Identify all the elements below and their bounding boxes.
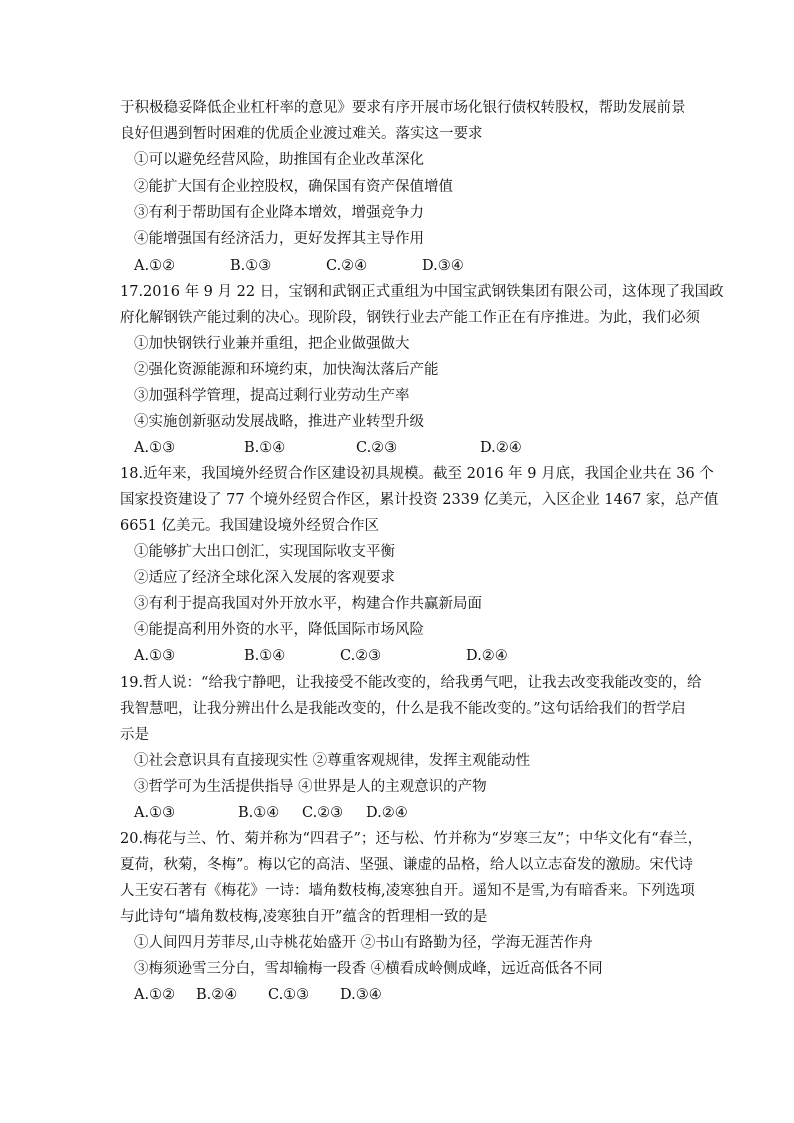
intro-line-2: 良好但遇到暂时困难的优质企业渡过难关。落实这一要求: [120, 126, 483, 142]
option-d: D.②④: [366, 805, 408, 821]
option-c: C.②③: [340, 648, 382, 664]
q19-item-row-2: ③哲学可为生活提供指导 ④世界是人的主观意识的产物: [134, 779, 487, 795]
q18-item-3: ③有利于提高我国对外开放水平，构建合作共赢新局面: [134, 596, 482, 612]
q18-item-1: ①能够扩大出口创汇，实现国际收支平衡: [134, 544, 395, 560]
q20-item-row-2: ③梅须逊雪三分白，雪却输梅一段香 ④横看成岭侧成峰，远近高低各不同: [134, 961, 603, 977]
intro-item-1: ①可以避免经营风险，助推国有企业改革深化: [134, 152, 424, 168]
q20-line-3: 人王安石著有《梅花》一诗：墙角数枝梅,凌寒独自开。遥知不是雪,为有暗香来。下列选项: [120, 883, 695, 899]
q19-line-2: 我智慧吧，让我分辨出什么是我能改变的，什么是我不能改变的。”这句话给我们的哲学启: [120, 701, 686, 717]
intro-line-1: 于积极稳妥降低企业杠杆率的意见》要求有序开展市场化银行债权转股权，帮助发展前景: [120, 100, 686, 116]
q19-item-row-1: ①社会意识具有直接现实性 ②尊重客观规律，发挥主观能动性: [134, 753, 531, 769]
q20-line-2: 夏荷，秋菊，冬梅”。梅以它的高洁、坚强、谦虚的品格，给人以立志奋发的激励。宋代诗: [120, 857, 693, 873]
option-a: A.①③: [134, 648, 176, 664]
q20-line-4: 与此诗句“墙角数枝梅,凌寒独自开”蕴含的哲理相一致的是: [120, 909, 488, 925]
q20-item-row-1: ①人间四月芳菲尽,山寺桃花始盛开 ②书山有路勤为径，学海无涯苦作舟: [134, 935, 593, 951]
intro-item-3: ③有利于帮助国有企业降本增效，增强竞争力: [134, 205, 424, 221]
q17-line-2: 府化解钢铁产能过剩的决心。现阶段，钢铁行业去产能工作正在有序推进。为此，我们必须: [120, 310, 700, 326]
q18-item-2: ②适应了经济全球化深入发展的客观要求: [134, 570, 395, 586]
option-d: D.③④: [340, 987, 382, 1003]
option-d: D.②④: [480, 440, 522, 456]
q18-line-1: 18.近年来，我国境外经贸合作区建设初具规模。截至 2016 年 9 月底，我国企业共在 36 个: [120, 466, 714, 482]
q18-line-3: 6651 亿美元。我国建设境外经贸合作区: [120, 518, 380, 534]
option-a: A.①②: [134, 258, 176, 274]
option-b: B.①④: [238, 805, 280, 821]
intro-item-4: ④能增强国有经济活力，更好发挥其主导作用: [134, 231, 424, 247]
q18-item-4: ④能提高利用外资的水平，降低国际市场风险: [134, 622, 424, 638]
option-a: A.①③: [134, 440, 176, 456]
option-b: B.①④: [244, 648, 286, 664]
q19-line-3: 示是: [120, 727, 149, 743]
q20-line-1: 20.梅花与兰、竹、菊并称为“四君子”；还与松、竹并称为“岁寒三友”；中华文化有“春兰，: [120, 831, 703, 847]
option-a: A.①③: [134, 805, 176, 821]
option-b: B.①③: [230, 258, 272, 274]
q17-item-3: ③加强科学管理，提高过剩行业劳动生产率: [134, 388, 410, 404]
q19-line-1: 19.哲人说：“给我宁静吧，让我接受不能改变的，给我勇气吧，让我去改变我能改变的，给: [120, 675, 702, 691]
q17-line-1: 17.2016 年 9 月 22 日，宝钢和武钢正式重组为中国宝武钢铁集团有限公司，这体现了我国政: [120, 284, 724, 300]
option-a: A.①②: [134, 987, 176, 1003]
option-d: D.②④: [466, 648, 508, 664]
q17-item-1: ①加快钢铁行业兼并重组，把企业做强做大: [134, 336, 410, 352]
q17-item-4: ④实施创新驱动发展战略，推进产业转型升级: [134, 414, 424, 430]
intro-item-2: ②能扩大国有企业控股权，确保国有资产保值增值: [134, 179, 453, 195]
option-d: D.③④: [422, 258, 464, 274]
option-c: C.①③: [268, 987, 310, 1003]
option-c: C.②③: [302, 805, 344, 821]
option-c: C.②③: [356, 440, 398, 456]
q17-item-2: ②强化资源能源和环境约束，加快淘汰落后产能: [134, 362, 439, 378]
q18-line-2: 国家投资建设了 77 个境外经贸合作区，累计投资 2339 亿美元，入区企业 1467 家，总产值: [120, 492, 719, 508]
option-b: B.①④: [244, 440, 286, 456]
option-b: B.②④: [196, 987, 238, 1003]
option-c: C.②④: [326, 258, 368, 274]
